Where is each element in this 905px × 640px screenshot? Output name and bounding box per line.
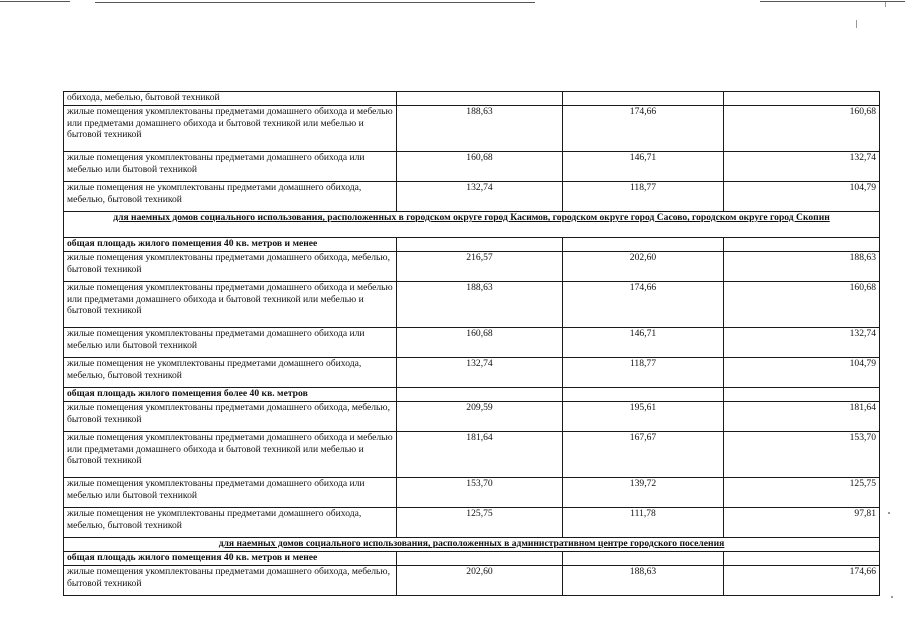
value-col-3 — [724, 92, 880, 106]
table-row — [64, 478, 880, 508]
row-description: жилые помещения укомплектованы предметами домашнего обихода и мебелью или предметами домашнего обихода и бытовой техникой или мебелью и бытовой техникой — [64, 106, 397, 152]
section-header: для наемных домов социального использования, расположенных в административном центре городского поселения — [64, 538, 880, 552]
value-col-2: 188,63 — [563, 566, 724, 596]
value-col-2: 118,77 — [563, 358, 724, 388]
section-header-row — [64, 538, 880, 552]
empty-cell — [397, 238, 563, 252]
value-col-1: 132,74 — [397, 358, 563, 388]
value-col-1: 181,64 — [397, 432, 563, 478]
value-col-1: 202,60 — [397, 566, 563, 596]
area-subheader: общая площадь жилого помещения 40 кв. метров и менее — [64, 238, 397, 252]
value-col-3: 97,81 — [724, 508, 880, 538]
table-row — [64, 402, 880, 432]
table-row — [64, 92, 880, 106]
table-row — [64, 252, 880, 282]
value-col-2: 202,60 — [563, 252, 724, 282]
value-col-1: 209,59 — [397, 402, 563, 432]
value-col-2: 195,61 — [563, 402, 724, 432]
value-col-1: 153,70 — [397, 478, 563, 508]
value-col-3: 125,75 — [724, 478, 880, 508]
area-subheader: общая площадь жилого помещения 40 кв. метров и менее — [64, 552, 397, 566]
table-row — [64, 282, 880, 328]
section-header: для наемных домов социального использования, расположенных в городском округе город Касимов, городском округе город Сасово, городском округе город Скопин — [64, 212, 880, 238]
value-col-3: 153,70 — [724, 432, 880, 478]
row-description: жилые помещения укомплектованы предметами домашнего обихода и мебелью или предметами домашнего обихода и бытовой техникой или мебелью и бытовой техникой — [64, 432, 397, 478]
empty-cell — [397, 388, 563, 402]
tariff-table-body — [64, 92, 880, 596]
empty-cell — [563, 388, 724, 402]
value-col-3: 104,79 — [724, 358, 880, 388]
value-col-1: 216,57 — [397, 252, 563, 282]
row-description: жилые помещения укомплектованы предметами домашнего обихода, мебелью, бытовой техникой — [64, 566, 397, 596]
scan-speck — [888, 512, 890, 514]
value-col-3: 104,79 — [724, 182, 880, 212]
value-col-2: 118,77 — [563, 182, 724, 212]
row-description: жилые помещения укомплектованы предметами домашнего обихода или мебелью или бытовой техникой — [64, 328, 397, 358]
value-col-2: 139,72 — [563, 478, 724, 508]
table-row — [64, 508, 880, 538]
value-col-2: 111,78 — [563, 508, 724, 538]
scan-edge-mark-right — [885, 2, 886, 7]
value-col-1: 160,68 — [397, 328, 563, 358]
table-row — [64, 182, 880, 212]
value-col-3: 181,64 — [724, 402, 880, 432]
table-row — [64, 328, 880, 358]
value-col-2: 174,66 — [563, 282, 724, 328]
row-description: жилые помещения укомплектованы предметами домашнего обихода или мебелью или бытовой техникой — [64, 478, 397, 508]
scan-top-edge-left — [0, 1, 70, 2]
table-row — [64, 152, 880, 182]
scan-edge-mark — [856, 20, 857, 28]
table-row — [64, 432, 880, 478]
scan-top-edge-right — [760, 1, 905, 2]
subheader-row — [64, 388, 880, 402]
empty-cell — [724, 238, 880, 252]
value-col-2: 174,66 — [563, 106, 724, 152]
value-col-1: 132,74 — [397, 182, 563, 212]
row-description: жилые помещения не укомплектованы предметами домашнего обихода, мебелью, бытовой техникой — [64, 508, 397, 538]
scan-speck — [891, 596, 893, 598]
subheader-row — [64, 238, 880, 252]
scan-top-edge-mid — [95, 2, 535, 3]
subheader-row — [64, 552, 880, 566]
empty-cell — [397, 552, 563, 566]
area-subheader: общая площадь жилого помещения более 40 кв. метров — [64, 388, 397, 402]
table-row — [64, 358, 880, 388]
value-col-2: 167,67 — [563, 432, 724, 478]
row-description: жилые помещения не укомплектованы предметами домашнего обихода, мебелью, бытовой техникой — [64, 358, 397, 388]
value-col-3: 160,68 — [724, 282, 880, 328]
empty-cell — [724, 388, 880, 402]
section-header-row — [64, 212, 880, 238]
value-col-3: 132,74 — [724, 328, 880, 358]
row-description: жилые помещения не укомплектованы предметами домашнего обихода, мебелью, бытовой техникой — [64, 182, 397, 212]
value-col-1: 188,63 — [397, 106, 563, 152]
value-col-1 — [397, 92, 563, 106]
tariff-table — [63, 91, 880, 596]
value-col-3: 132,74 — [724, 152, 880, 182]
value-col-2: 146,71 — [563, 328, 724, 358]
row-description: обихода, мебелью, бытовой техникой — [64, 92, 397, 106]
empty-cell — [563, 552, 724, 566]
row-description: жилые помещения укомплектованы предметами домашнего обихода, мебелью, бытовой техникой — [64, 402, 397, 432]
empty-cell — [724, 552, 880, 566]
value-col-1: 125,75 — [397, 508, 563, 538]
row-description: жилые помещения укомплектованы предметами домашнего обихода, мебелью, бытовой техникой — [64, 252, 397, 282]
value-col-3: 160,68 — [724, 106, 880, 152]
value-col-2: 146,71 — [563, 152, 724, 182]
row-description: жилые помещения укомплектованы предметами домашнего обихода и мебелью или предметами домашнего обихода и бытовой техникой или мебелью и бытовой техникой — [64, 282, 397, 328]
value-col-3: 174,66 — [724, 566, 880, 596]
table-row — [64, 566, 880, 596]
table-row — [64, 106, 880, 152]
row-description: жилые помещения укомплектованы предметами домашнего обихода или мебелью или бытовой техникой — [64, 152, 397, 182]
value-col-1: 160,68 — [397, 152, 563, 182]
value-col-2 — [563, 92, 724, 106]
empty-cell — [563, 238, 724, 252]
value-col-3: 188,63 — [724, 252, 880, 282]
value-col-1: 188,63 — [397, 282, 563, 328]
